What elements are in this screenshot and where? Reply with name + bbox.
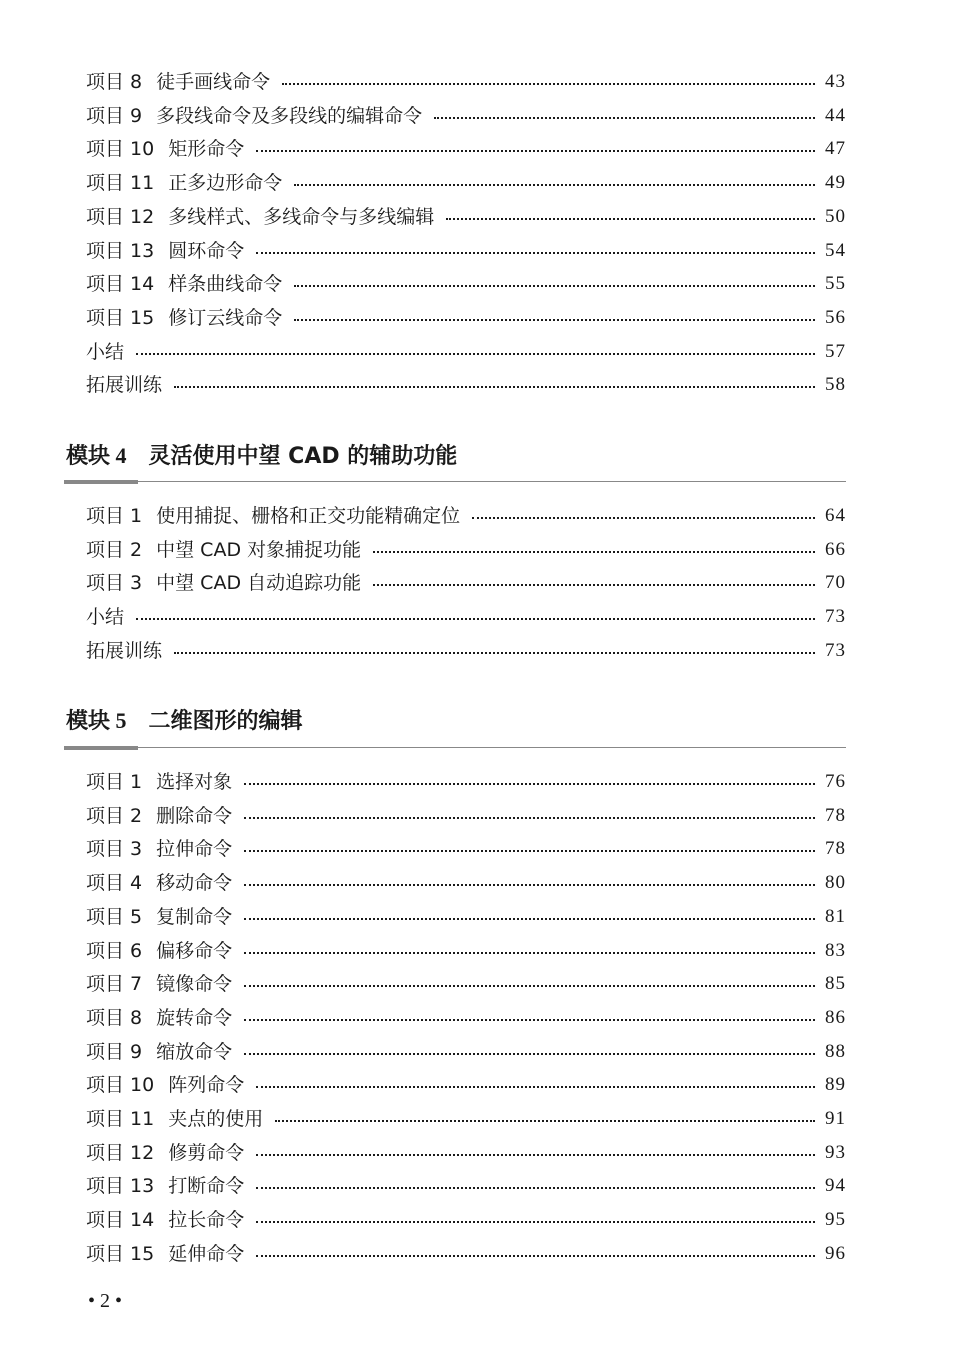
toc-entry[interactable]	[86, 1038, 846, 1066]
dot-leader	[244, 1019, 815, 1021]
item-number: 项目 7	[86, 973, 143, 995]
toc-entry[interactable]	[86, 237, 846, 265]
item-title: 阵列命令	[168, 1074, 245, 1096]
page-number: 91	[825, 1108, 846, 1129]
page-number: 49	[825, 172, 846, 193]
toc-entry[interactable]	[86, 135, 846, 163]
item-title: 正多边形命令	[168, 172, 283, 194]
module-number: 模块 4	[66, 443, 127, 468]
module-4-heading[interactable]	[66, 436, 846, 480]
page-number: 50	[825, 206, 846, 227]
dot-leader	[256, 1086, 815, 1088]
dot-leader	[434, 117, 815, 119]
item-title: 样条曲线命令	[168, 273, 283, 295]
item-title: 移动命令	[156, 872, 233, 894]
item-title: 中望 CAD 自动追踪功能	[156, 572, 362, 594]
item-title: 小结	[86, 606, 125, 628]
dot-leader	[244, 918, 815, 920]
toc-entry[interactable]	[86, 68, 846, 96]
item-title: 拓展训练	[86, 640, 163, 662]
item-title: 中望 CAD 对象捕捉功能	[156, 539, 362, 561]
page-number: 93	[825, 1142, 846, 1163]
item-title: 修剪命令	[168, 1142, 245, 1164]
toc-entry[interactable]	[86, 1105, 846, 1133]
page-number: 88	[825, 1041, 846, 1062]
item-title: 选择对象	[156, 771, 233, 793]
item-title: 镜像命令	[156, 973, 233, 995]
dot-leader	[294, 319, 815, 321]
item-title: 矩形命令	[168, 138, 245, 160]
toc-entry[interactable]	[86, 169, 846, 197]
toc-entry-exercises[interactable]	[86, 371, 846, 399]
page-number: 56	[825, 307, 846, 328]
page-number: 78	[825, 838, 846, 859]
item-number: 项目 2	[86, 539, 143, 561]
toc-entry[interactable]	[86, 970, 846, 998]
module-title: 灵活使用中望 CAD 的辅助功能	[148, 444, 458, 469]
dot-leader	[256, 150, 815, 152]
item-title: 拓展训练	[86, 374, 163, 396]
dot-leader	[275, 1120, 815, 1122]
toc-entry[interactable]	[86, 1172, 846, 1200]
toc-entry[interactable]	[86, 768, 846, 796]
item-title: 圆环命令	[168, 240, 245, 262]
item-title: 复制命令	[156, 906, 233, 928]
dot-leader	[373, 584, 815, 586]
item-number: 项目 1	[86, 505, 143, 527]
dot-leader	[256, 1154, 815, 1156]
item-number: 项目 12	[86, 1142, 155, 1164]
toc-entry[interactable]	[86, 937, 846, 965]
toc-entry[interactable]	[86, 1071, 846, 1099]
toc-entry-exercises[interactable]	[86, 637, 846, 665]
item-title: 拉伸命令	[156, 838, 233, 860]
module-4-rule	[64, 481, 846, 482]
page-number: 57	[825, 341, 846, 362]
module-5-rule-accent	[64, 746, 138, 750]
page-number: 58	[825, 374, 846, 395]
toc-entry[interactable]	[86, 203, 846, 231]
dot-leader	[282, 83, 815, 85]
item-number: 项目 15	[86, 1243, 155, 1265]
dot-leader	[373, 551, 815, 553]
item-number: 项目 9	[86, 105, 143, 127]
item-number: 项目 13	[86, 240, 155, 262]
item-number: 项目 5	[86, 906, 143, 928]
dot-leader	[294, 285, 815, 287]
footer-page-number: • 2 •	[88, 1290, 123, 1312]
item-number: 项目 13	[86, 1175, 155, 1197]
dot-leader	[244, 884, 815, 886]
item-title: 多线样式、多线命令与多线编辑	[168, 206, 435, 228]
dot-leader	[256, 252, 815, 254]
dot-leader	[256, 1255, 815, 1257]
dot-leader	[446, 218, 815, 220]
page-number: 80	[825, 872, 846, 893]
module-4-rule-accent	[64, 480, 138, 484]
item-number: 项目 1	[86, 771, 143, 793]
page-number: 55	[825, 273, 846, 294]
module-title: 二维图形的编辑	[148, 709, 303, 734]
item-title: 删除命令	[156, 805, 233, 827]
toc-entry[interactable]	[86, 304, 846, 332]
page-number: 94	[825, 1175, 846, 1196]
page-number: 54	[825, 240, 846, 261]
page-number: 95	[825, 1209, 846, 1230]
page-number: 43	[825, 71, 846, 92]
item-number: 项目 9	[86, 1041, 143, 1063]
item-title: 徒手画线命令	[156, 71, 271, 93]
item-number: 项目 14	[86, 273, 155, 295]
toc-entry[interactable]	[86, 1206, 846, 1234]
item-number: 项目 10	[86, 138, 155, 160]
page-number: 89	[825, 1074, 846, 1095]
dot-leader	[294, 184, 815, 186]
dot-leader	[244, 1053, 815, 1055]
dot-leader	[244, 817, 815, 819]
module-5-rule	[64, 747, 846, 748]
dot-leader	[174, 386, 815, 388]
item-number: 项目 4	[86, 872, 143, 894]
item-number: 项目 14	[86, 1209, 155, 1231]
dot-leader	[256, 1221, 815, 1223]
module-5-heading[interactable]	[66, 701, 846, 745]
item-number: 项目 8	[86, 1007, 143, 1029]
page-number: 66	[825, 539, 846, 560]
toc-entry[interactable]	[86, 102, 846, 130]
item-number: 项目 8	[86, 71, 143, 93]
toc-entry[interactable]	[86, 1240, 846, 1268]
toc-entry[interactable]	[86, 569, 846, 597]
page-number: 78	[825, 805, 846, 826]
page-number: 85	[825, 973, 846, 994]
dot-leader	[136, 618, 815, 620]
page-number: 47	[825, 138, 846, 159]
item-title: 偏移命令	[156, 940, 233, 962]
dot-leader	[244, 952, 815, 954]
dot-leader	[244, 985, 815, 987]
module-number: 模块 5	[66, 708, 127, 733]
item-title: 拉长命令	[168, 1209, 245, 1231]
item-title: 使用捕捉、栅格和正交功能精确定位	[156, 505, 461, 527]
item-title: 多段线命令及多段线的编辑命令	[156, 105, 423, 127]
page-number: 70	[825, 572, 846, 593]
item-number: 项目 10	[86, 1074, 155, 1096]
item-number: 项目 3	[86, 572, 143, 594]
page-number: 86	[825, 1007, 846, 1028]
item-title: 夹点的使用	[168, 1108, 264, 1130]
dot-leader	[244, 850, 815, 852]
page-number: 44	[825, 105, 846, 126]
item-title: 打断命令	[168, 1175, 245, 1197]
item-title: 延伸命令	[168, 1243, 245, 1265]
page-number: 96	[825, 1243, 846, 1264]
toc-entry[interactable]	[86, 835, 846, 863]
page-number: 73	[825, 606, 846, 627]
toc-entry[interactable]	[86, 869, 846, 897]
item-title: 旋转命令	[156, 1007, 233, 1029]
toc-entry[interactable]	[86, 1139, 846, 1167]
dot-leader	[174, 652, 815, 654]
item-title: 小结	[86, 341, 125, 363]
item-title: 缩放命令	[156, 1041, 233, 1063]
toc-entry[interactable]	[86, 1004, 846, 1032]
item-number: 项目 2	[86, 805, 143, 827]
item-number: 项目 15	[86, 307, 155, 329]
toc-entry-summary[interactable]	[86, 338, 846, 366]
item-number: 项目 6	[86, 940, 143, 962]
toc-entry[interactable]	[86, 536, 846, 564]
toc-entry-summary[interactable]	[86, 603, 846, 631]
dot-leader	[244, 783, 815, 785]
page-number: 64	[825, 505, 846, 526]
dot-leader	[136, 353, 815, 355]
page-number: 76	[825, 771, 846, 792]
toc-entry[interactable]	[86, 802, 846, 830]
page-number: 83	[825, 940, 846, 961]
item-number: 项目 12	[86, 206, 155, 228]
toc-entry[interactable]	[86, 502, 846, 530]
page-number: 73	[825, 640, 846, 661]
item-number: 项目 3	[86, 838, 143, 860]
item-title: 修订云线命令	[168, 307, 283, 329]
toc-entry[interactable]	[86, 903, 846, 931]
dot-leader	[256, 1187, 815, 1189]
item-number: 项目 11	[86, 172, 155, 194]
toc-entry[interactable]	[86, 270, 846, 298]
page-number: 81	[825, 906, 846, 927]
dot-leader	[472, 517, 815, 519]
item-number: 项目 11	[86, 1108, 155, 1130]
